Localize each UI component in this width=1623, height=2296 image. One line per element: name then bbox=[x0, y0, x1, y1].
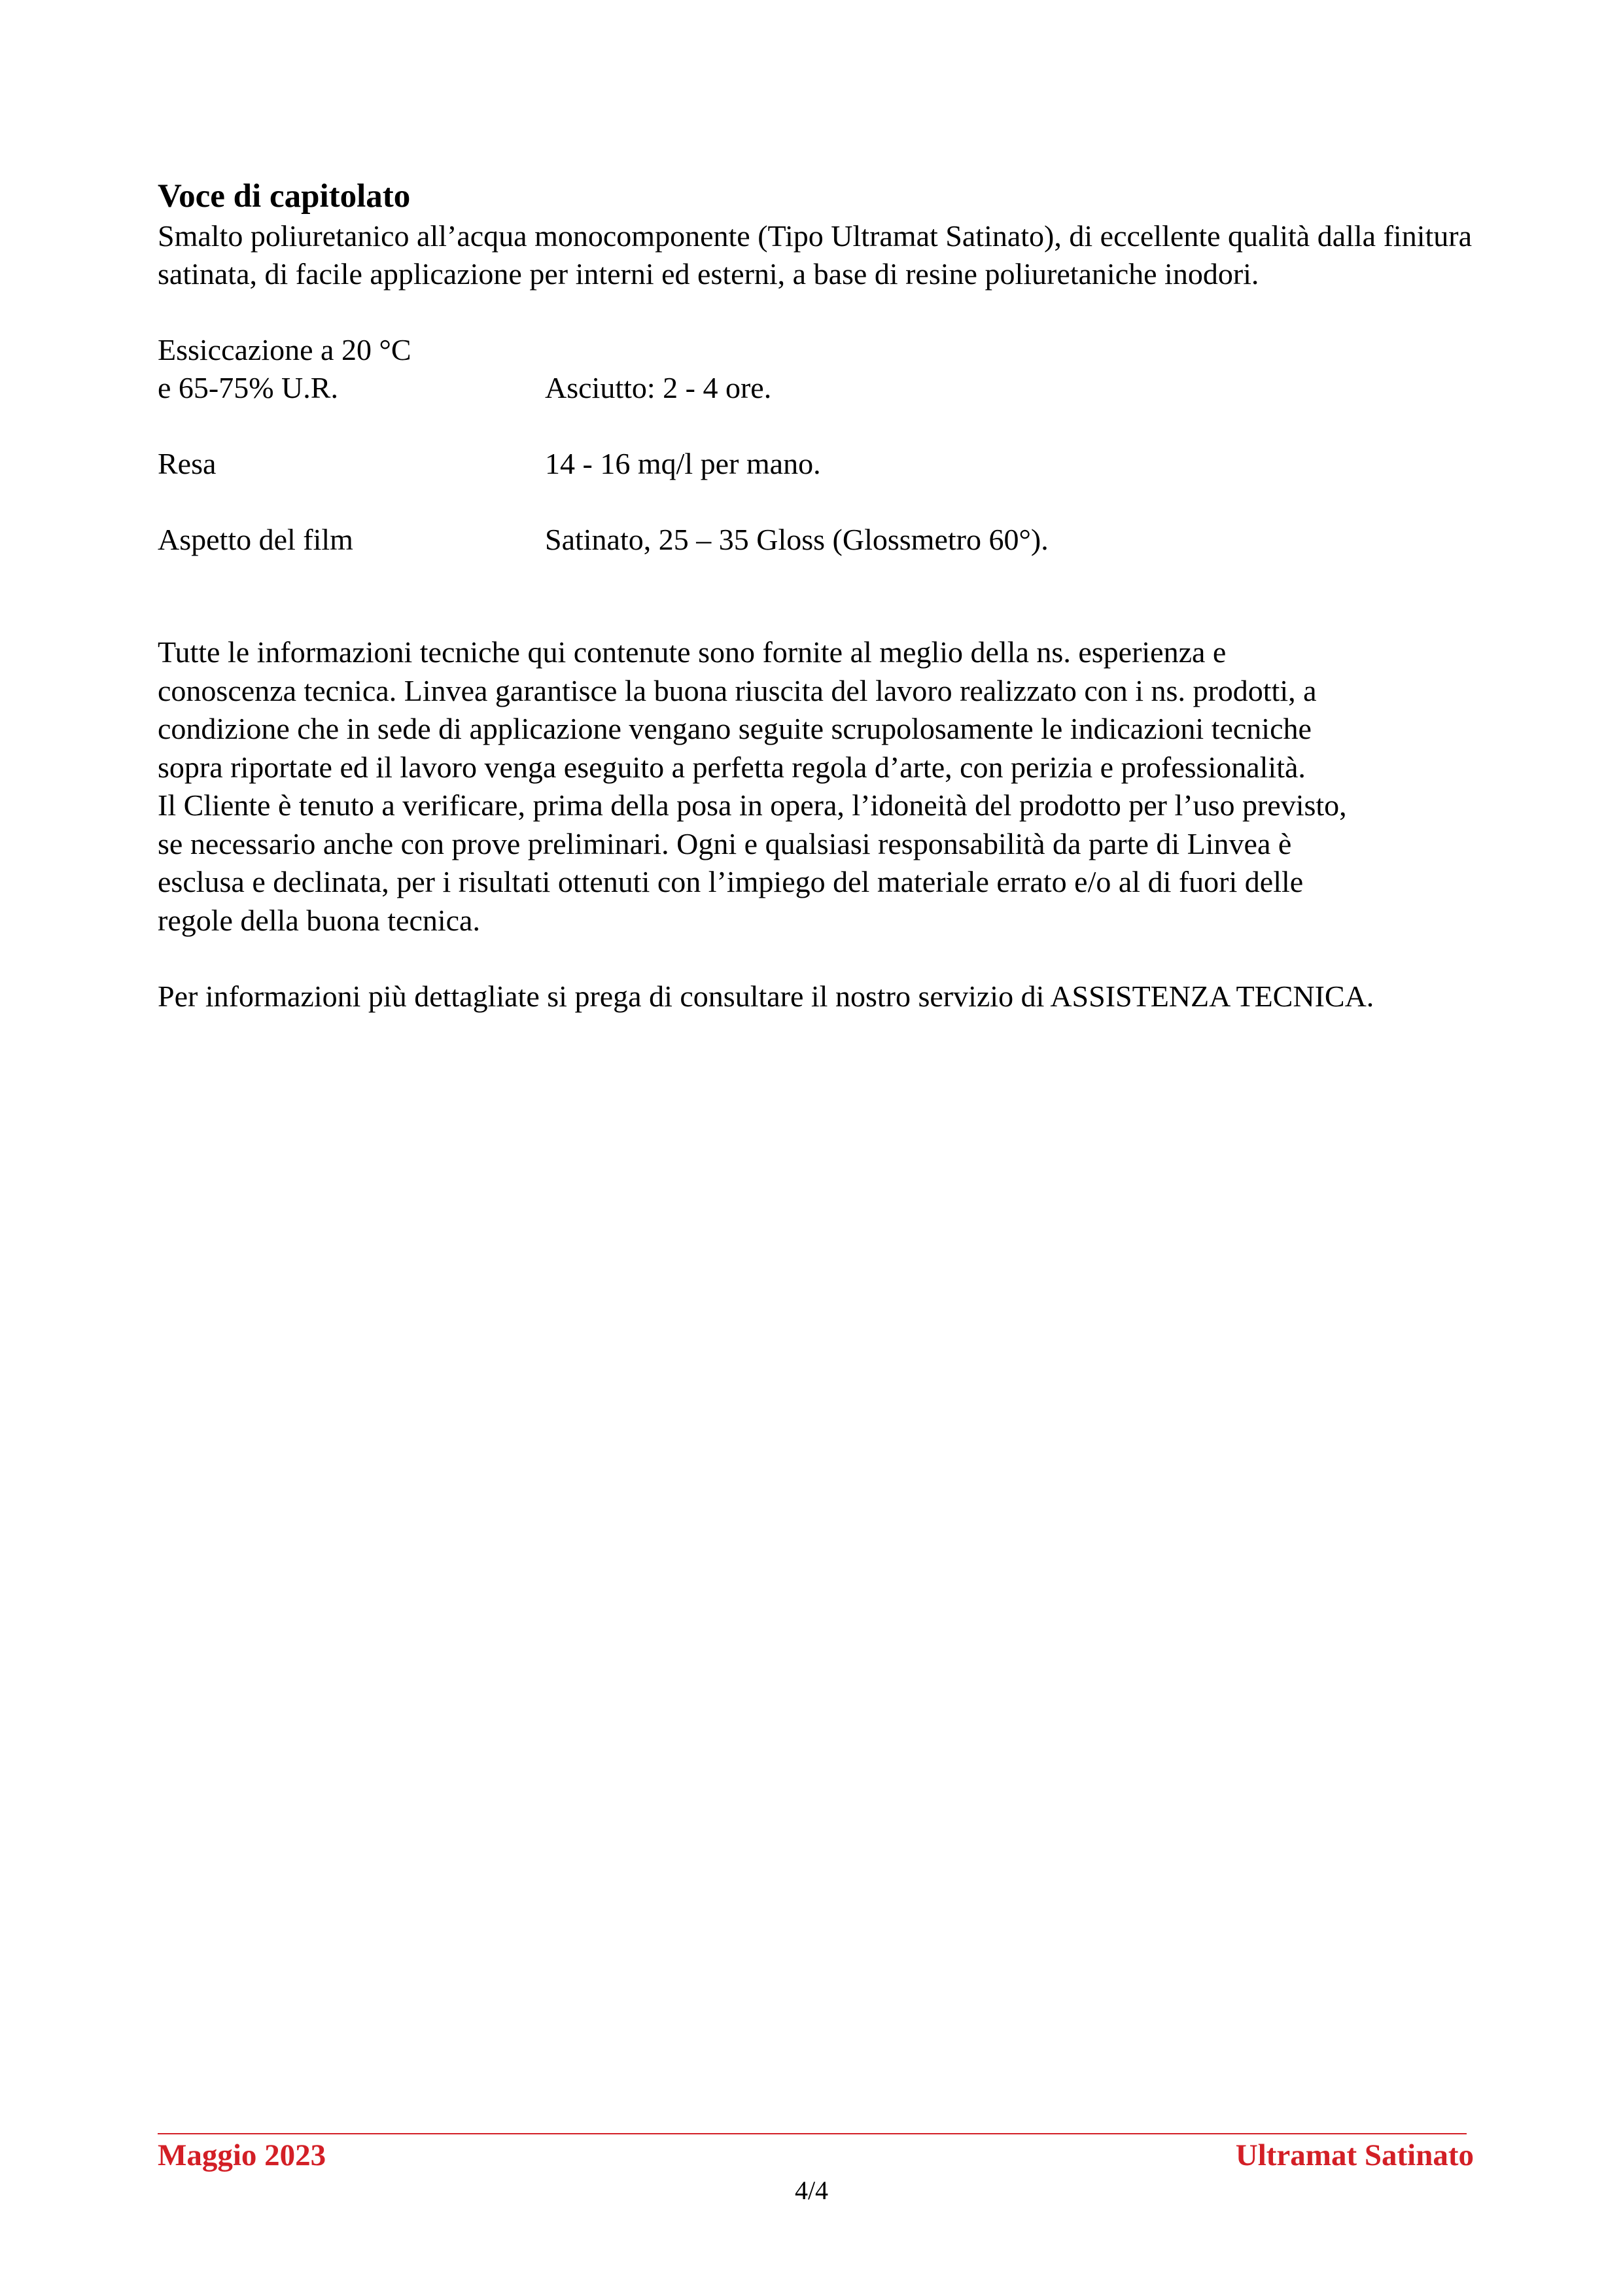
spec-row-film-appearance bbox=[158, 521, 1472, 559]
spec-value-yield: 14 - 16 mq/l per mano. bbox=[545, 447, 821, 480]
contact-paragraph: Per informazioni più dettagliate si prega di consultare il nostro servizio di ASSISTENZA TECNICA. bbox=[158, 980, 1374, 1013]
disclaimer-line: condizione che in sede di applicazione vengano seguite scrupolosamente le indicazioni tecniche bbox=[158, 712, 1312, 745]
disclaimer-line: se necessario anche con prove preliminari. Ogni e qualsiasi responsabilità da parte di Linvea è bbox=[158, 826, 1292, 860]
spec-row-drying bbox=[158, 331, 1472, 407]
spec-value-drying: Asciutto: 2 - 4 ore. bbox=[545, 371, 772, 404]
page-content bbox=[158, 177, 1472, 1046]
section-description: Smalto poliuretanico all’acqua monocomponente (Tipo Ultramat Satinato), di eccellente qualità dalla finitura satinata, di facile applicazione per interni ed esterni, a base di resine poliuretaniche inodori. bbox=[158, 219, 1472, 291]
footer-product-name: Ultramat Satinato bbox=[1235, 2138, 1474, 2172]
section-heading: Voce di capitolato bbox=[158, 178, 411, 215]
specs-list bbox=[158, 331, 1472, 559]
spec-row-yield bbox=[158, 445, 1472, 483]
spec-label-film-appearance: Aspetto del film bbox=[158, 523, 353, 556]
footer-date: Maggio 2023 bbox=[158, 2138, 326, 2172]
disclaimer-line: regole della buona tecnica. bbox=[158, 903, 480, 937]
spec-label-drying-line1: Essiccazione a 20 °C bbox=[158, 333, 411, 366]
footer-divider bbox=[158, 2133, 1467, 2134]
disclaimer-line: Tutte le informazioni tecniche qui contenute sono fornite al meglio della ns. esperienza e bbox=[158, 635, 1227, 669]
disclaimer-line: Il Cliente è tenuto a verificare, prima della posa in opera, l’idoneità del prodotto per l’uso previsto, bbox=[158, 788, 1347, 822]
disclaimer-line: sopra riportate ed il lavoro venga eseguito a perfetta regola d’arte, con perizia e professionalità. bbox=[158, 750, 1306, 784]
disclaimer-line: esclusa e declinata, per i risultati ottenuti con l’impiego del materiale errato e/o al di fuori delle bbox=[158, 865, 1304, 898]
disclaimer-line: conoscenza tecnica. Linvea garantisce la buona riuscita del lavoro realizzato con i ns. prodotti, a bbox=[158, 673, 1317, 707]
spec-label-drying bbox=[158, 331, 545, 407]
disclaimer-paragraph bbox=[158, 633, 1466, 940]
spec-value-film-appearance: Satinato, 25 – 35 Gloss (Glossmetro 60°). bbox=[545, 523, 1049, 556]
spec-label-yield: Resa bbox=[158, 447, 217, 480]
page-number: 4/4 bbox=[794, 2176, 829, 2205]
spec-label-drying-line2: e 65-75% U.R. bbox=[158, 371, 338, 404]
